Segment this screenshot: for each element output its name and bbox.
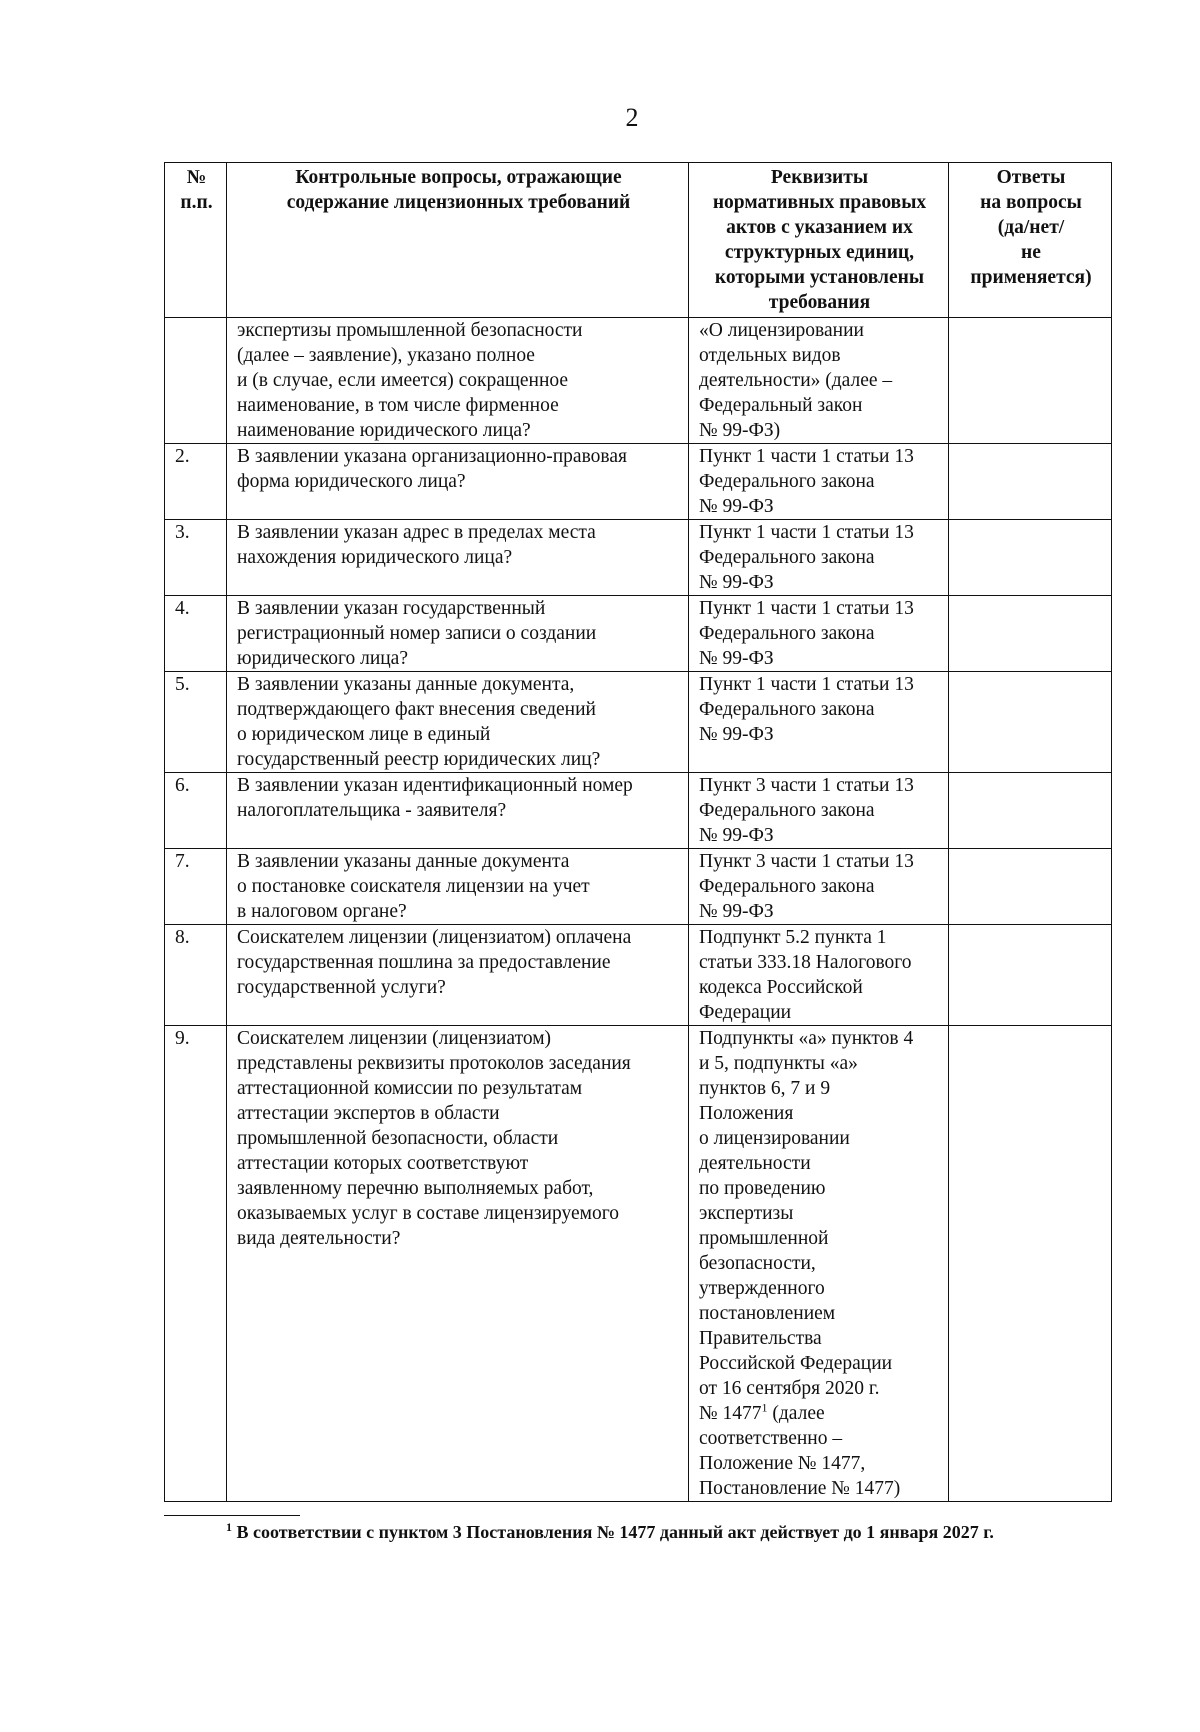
row-reference: Пункт 1 части 1 статьи 13 Федерального закона № 99-ФЗ (689, 520, 949, 596)
row-answer (949, 925, 1112, 1026)
row-question: В заявлении указан государственный регистрационный номер записи о создании юридического лица? (227, 596, 689, 672)
row-question: экспертизы промышленной безопасности (далее – заявление), указано полное и (в случае, если имеется) сокращенное наименование, в том числе фирменное наименование юридического лица? (227, 318, 689, 444)
table-row (165, 925, 1112, 1026)
table-row (165, 849, 1112, 925)
reference-text-continued: (далее соответственно – Положение № 1477, Постановление № 1477) (699, 1403, 901, 1499)
row-answer (949, 672, 1112, 773)
row-number: 9. (165, 1026, 227, 1502)
row-number: 5. (165, 672, 227, 773)
table-row (165, 520, 1112, 596)
header-reference: Реквизиты нормативных правовых актов с указанием их структурных единиц, которыми установлены требования (689, 163, 949, 318)
table-header (165, 163, 1112, 318)
row-reference: Подпункт 5.2 пункта 1 статьи 333.18 Налогового кодекса Российской Федерации (689, 925, 949, 1026)
row-answer (949, 1026, 1112, 1502)
row-reference (689, 1026, 949, 1502)
row-reference: Пункт 1 части 1 статьи 13 Федерального закона № 99-ФЗ (689, 672, 949, 773)
footnote-text: В соответствии с пунктом 3 Постановления № 1477 данный акт действует до 1 января 2027 г. (232, 1522, 994, 1542)
row-question: В заявлении указан идентификационный номер налогоплательщика - заявителя? (227, 773, 689, 849)
header-answer: Ответы на вопросы (да/нет/ не применяется) (949, 163, 1112, 318)
row-reference: Пункт 1 части 1 статьи 13 Федерального закона № 99-ФЗ (689, 444, 949, 520)
footnote-divider (164, 1515, 300, 1516)
row-number: 3. (165, 520, 227, 596)
row-answer (949, 849, 1112, 925)
footnote-reference-marker: 1 (761, 1400, 768, 1415)
row-question: В заявлении указаны данные документа, подтверждающего факт внесения сведений о юридическом лице в единый государственный реестр юридических лиц? (227, 672, 689, 773)
row-reference: Пункт 3 части 1 статьи 13 Федерального закона № 99-ФЗ (689, 773, 949, 849)
row-reference: «О лицензировании отдельных видов деятельности» (далее – Федеральный закон № 99-ФЗ) (689, 318, 949, 444)
header-row (165, 163, 1112, 318)
table-row (165, 1026, 1112, 1502)
table-row (165, 318, 1112, 444)
table-row (165, 672, 1112, 773)
row-number: 8. (165, 925, 227, 1026)
header-question: Контрольные вопросы, отражающие содержание лицензионных требований (227, 163, 689, 318)
row-reference: Пункт 3 части 1 статьи 13 Федерального закона № 99-ФЗ (689, 849, 949, 925)
row-answer (949, 444, 1112, 520)
row-number: 7. (165, 849, 227, 925)
row-number: 2. (165, 444, 227, 520)
row-answer (949, 520, 1112, 596)
row-answer (949, 773, 1112, 849)
footnote-marker: 1 (226, 1520, 232, 1534)
row-number: 6. (165, 773, 227, 849)
row-number: 4. (165, 596, 227, 672)
footnote (226, 1522, 994, 1543)
row-question: Соискателем лицензии (лицензиатом) представлены реквизиты протоколов заседания аттестационной комиссии по результатам аттестации экспертов в области промышленной безопасности, области аттестации которых соответствуют заявленному перечню выполняемых работ, оказываемых услуг в составе лицензируемого вида деятельности? (227, 1026, 689, 1502)
checklist-table (164, 162, 1112, 1502)
reference-text: Подпункты «а» пунктов 4 и 5, подпункты «а» пунктов 6, 7 и 9 Положения о лицензировании деятельности по проведению экспертизы промышленной безопасности, утвержденного постановлением Правительства Российской Федерации от 16 сентября 2020 г. № 1477 (699, 1028, 914, 1424)
row-reference: Пункт 1 части 1 статьи 13 Федерального закона № 99-ФЗ (689, 596, 949, 672)
row-answer (949, 596, 1112, 672)
table-row (165, 596, 1112, 672)
row-number (165, 318, 227, 444)
header-number: № п.п. (165, 163, 227, 318)
row-answer (949, 318, 1112, 444)
table-row (165, 444, 1112, 520)
row-question: В заявлении указан адрес в пределах места нахождения юридического лица? (227, 520, 689, 596)
page-number: 2 (625, 103, 639, 132)
row-question: В заявлении указана организационно-правовая форма юридического лица? (227, 444, 689, 520)
row-question: В заявлении указаны данные документа о постановке соискателя лицензии на учет в налоговом органе? (227, 849, 689, 925)
row-question: Соискателем лицензии (лицензиатом) оплачена государственная пошлина за предоставление государственной услуги? (227, 925, 689, 1026)
table-row (165, 773, 1112, 849)
